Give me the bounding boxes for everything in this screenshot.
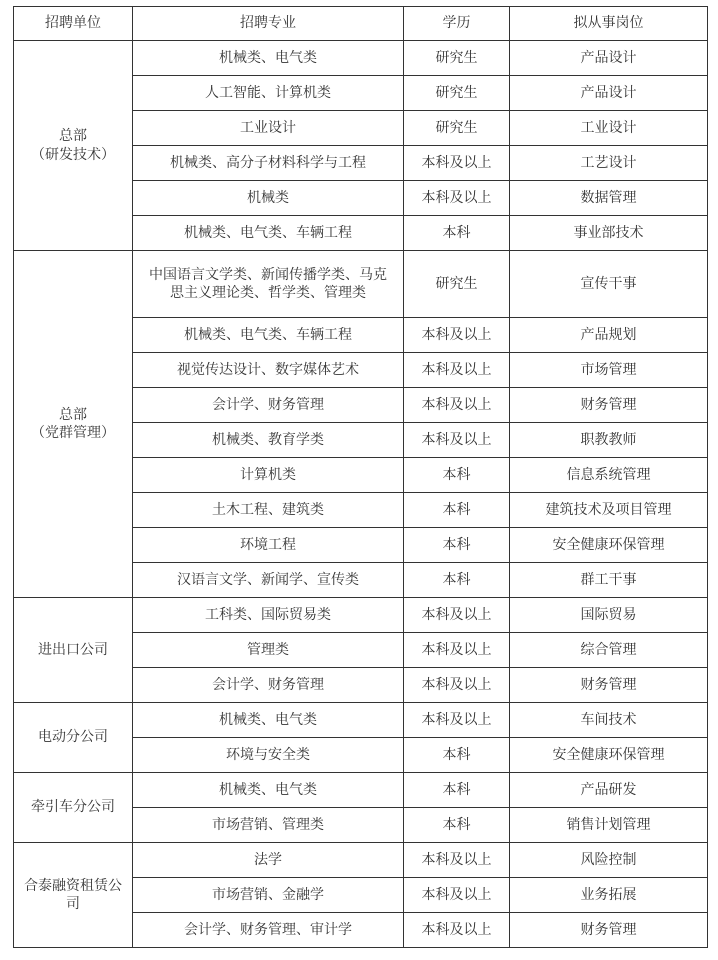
major-cell — [133, 528, 404, 563]
table-row — [14, 598, 708, 633]
table-row — [14, 41, 708, 76]
major-cell — [133, 703, 404, 738]
major-cell — [133, 563, 404, 598]
position-cell: 建筑技术及项目管理 — [510, 493, 708, 528]
education-cell: 本科及以上 — [404, 598, 510, 633]
position-cell: 事业部技术 — [510, 216, 708, 251]
major-cell — [133, 388, 404, 423]
unit-cell — [14, 843, 133, 948]
position-cell: 综合管理 — [510, 633, 708, 668]
position-cell: 数据管理 — [510, 181, 708, 216]
education-cell: 本科及以上 — [404, 423, 510, 458]
unit-cell — [14, 251, 133, 598]
major-text-line: 中国语言文学类、新闻传播学类、马克 — [149, 266, 387, 283]
major-text-line: 土木工程、建筑类 — [212, 501, 324, 518]
header-position: 拟从事岗位 — [510, 7, 708, 41]
major-cell — [133, 318, 404, 353]
position-cell: 国际贸易 — [510, 598, 708, 633]
major-text-line: 机械类、电气类 — [219, 781, 317, 798]
unit-name-line: 电动分公司 — [38, 729, 108, 746]
major-cell — [133, 146, 404, 181]
major-cell — [133, 458, 404, 493]
position-cell: 财务管理 — [510, 668, 708, 703]
unit-name-line: （研发技术） — [31, 146, 115, 163]
major-text-line: 机械类、电气类 — [219, 711, 317, 728]
position-cell: 安全健康环保管理 — [510, 738, 708, 773]
header-major: 招聘专业 — [133, 7, 404, 41]
major-cell — [133, 878, 404, 913]
major-cell — [133, 111, 404, 146]
major-text-line: 机械类、教育学类 — [212, 431, 324, 448]
position-cell: 安全健康环保管理 — [510, 528, 708, 563]
position-cell: 销售计划管理 — [510, 808, 708, 843]
major-text-line: 环境工程 — [240, 536, 296, 553]
position-cell: 业务拓展 — [510, 878, 708, 913]
education-cell: 本科 — [404, 493, 510, 528]
education-cell: 研究生 — [404, 111, 510, 146]
unit-name-line: （党群管理） — [31, 425, 115, 441]
unit-name-line: 牵引车分公司 — [31, 799, 115, 816]
education-cell: 本科及以上 — [404, 146, 510, 181]
unit-cell — [14, 703, 133, 773]
major-text-line: 机械类、电气类 — [219, 49, 317, 66]
major-cell — [133, 773, 404, 808]
education-cell: 本科及以上 — [404, 843, 510, 878]
education-cell: 本科 — [404, 738, 510, 773]
header-education: 学历 — [404, 7, 510, 41]
major-cell — [133, 423, 404, 458]
position-cell: 群工干事 — [510, 563, 708, 598]
table-row — [14, 703, 708, 738]
education-cell: 本科及以上 — [404, 633, 510, 668]
major-cell — [133, 181, 404, 216]
education-cell: 研究生 — [404, 76, 510, 111]
education-cell: 本科 — [404, 808, 510, 843]
unit-name-line: 进出口公司 — [38, 641, 108, 658]
position-cell: 财务管理 — [510, 388, 708, 423]
major-text-line: 计算机类 — [240, 466, 296, 483]
position-cell: 职教教师 — [510, 423, 708, 458]
major-text-line: 会计学、财务管理 — [212, 676, 324, 693]
major-cell — [133, 493, 404, 528]
education-cell: 本科 — [404, 773, 510, 808]
major-text-line: 汉语言文学、新闻学、宣传类 — [177, 571, 359, 588]
major-cell — [133, 251, 404, 318]
major-text-line: 人工智能、计算机类 — [205, 84, 331, 101]
position-cell: 市场管理 — [510, 353, 708, 388]
position-cell: 宣传干事 — [510, 251, 708, 318]
major-text-line: 机械类、电气类、车辆工程 — [184, 224, 352, 241]
major-text-line: 会计学、财务管理 — [212, 396, 324, 413]
education-cell: 本科 — [404, 216, 510, 251]
major-text-line: 市场营销、管理类 — [212, 816, 324, 833]
recruitment-table-container — [13, 6, 708, 948]
recruitment-table — [13, 6, 708, 948]
major-cell — [133, 668, 404, 703]
major-cell — [133, 633, 404, 668]
table-body — [14, 41, 708, 948]
position-cell: 产品设计 — [510, 76, 708, 111]
major-cell — [133, 353, 404, 388]
education-cell: 本科及以上 — [404, 913, 510, 948]
major-cell — [133, 808, 404, 843]
education-cell: 本科及以上 — [404, 353, 510, 388]
major-text-line: 机械类、高分子材料科学与工程 — [170, 154, 366, 171]
unit-name-line: 总部 — [59, 406, 87, 423]
unit-name-line: 合泰融资租赁公 — [24, 877, 122, 894]
major-cell — [133, 738, 404, 773]
major-cell — [133, 913, 404, 948]
major-text-line: 机械类 — [247, 189, 289, 206]
major-cell — [133, 216, 404, 251]
major-text-line: 会计学、财务管理、审计学 — [184, 921, 352, 938]
major-text-line: 管理类 — [247, 641, 289, 658]
education-cell: 本科及以上 — [404, 703, 510, 738]
major-text-line: 工业设计 — [240, 119, 296, 136]
position-cell: 产品规划 — [510, 318, 708, 353]
unit-name-line: 总部 — [59, 128, 87, 145]
position-cell: 工业设计 — [510, 111, 708, 146]
education-cell: 研究生 — [404, 251, 510, 318]
position-cell: 风险控制 — [510, 843, 708, 878]
major-text-line: 视觉传达设计、数字媒体艺术 — [177, 361, 359, 378]
education-cell: 本科及以上 — [404, 181, 510, 216]
position-cell: 工艺设计 — [510, 146, 708, 181]
education-cell: 本科及以上 — [404, 318, 510, 353]
major-text-line: 思主义理论类、哲学类、管理类 — [170, 285, 366, 301]
major-cell — [133, 41, 404, 76]
position-cell: 财务管理 — [510, 913, 708, 948]
unit-name-line: 司 — [66, 896, 80, 912]
position-cell: 车间技术 — [510, 703, 708, 738]
education-cell: 本科 — [404, 528, 510, 563]
position-cell: 产品设计 — [510, 41, 708, 76]
major-text-line: 法学 — [254, 851, 282, 868]
table-header-row — [14, 7, 708, 41]
position-cell: 信息系统管理 — [510, 458, 708, 493]
education-cell: 本科 — [404, 563, 510, 598]
education-cell: 本科及以上 — [404, 668, 510, 703]
major-cell — [133, 843, 404, 878]
unit-cell — [14, 773, 133, 843]
major-text-line: 工科类、国际贸易类 — [205, 606, 331, 623]
header-unit: 招聘单位 — [14, 7, 133, 41]
education-cell: 本科及以上 — [404, 388, 510, 423]
major-text-line: 环境与安全类 — [226, 746, 310, 763]
education-cell: 本科及以上 — [404, 878, 510, 913]
table-row — [14, 843, 708, 878]
major-cell — [133, 76, 404, 111]
table-row — [14, 773, 708, 808]
major-text-line: 市场营销、金融学 — [212, 886, 324, 903]
table-row — [14, 251, 708, 318]
education-cell: 研究生 — [404, 41, 510, 76]
unit-cell — [14, 598, 133, 703]
major-text-line: 机械类、电气类、车辆工程 — [184, 326, 352, 343]
unit-cell — [14, 41, 133, 251]
education-cell: 本科 — [404, 458, 510, 493]
major-cell — [133, 598, 404, 633]
position-cell: 产品研发 — [510, 773, 708, 808]
